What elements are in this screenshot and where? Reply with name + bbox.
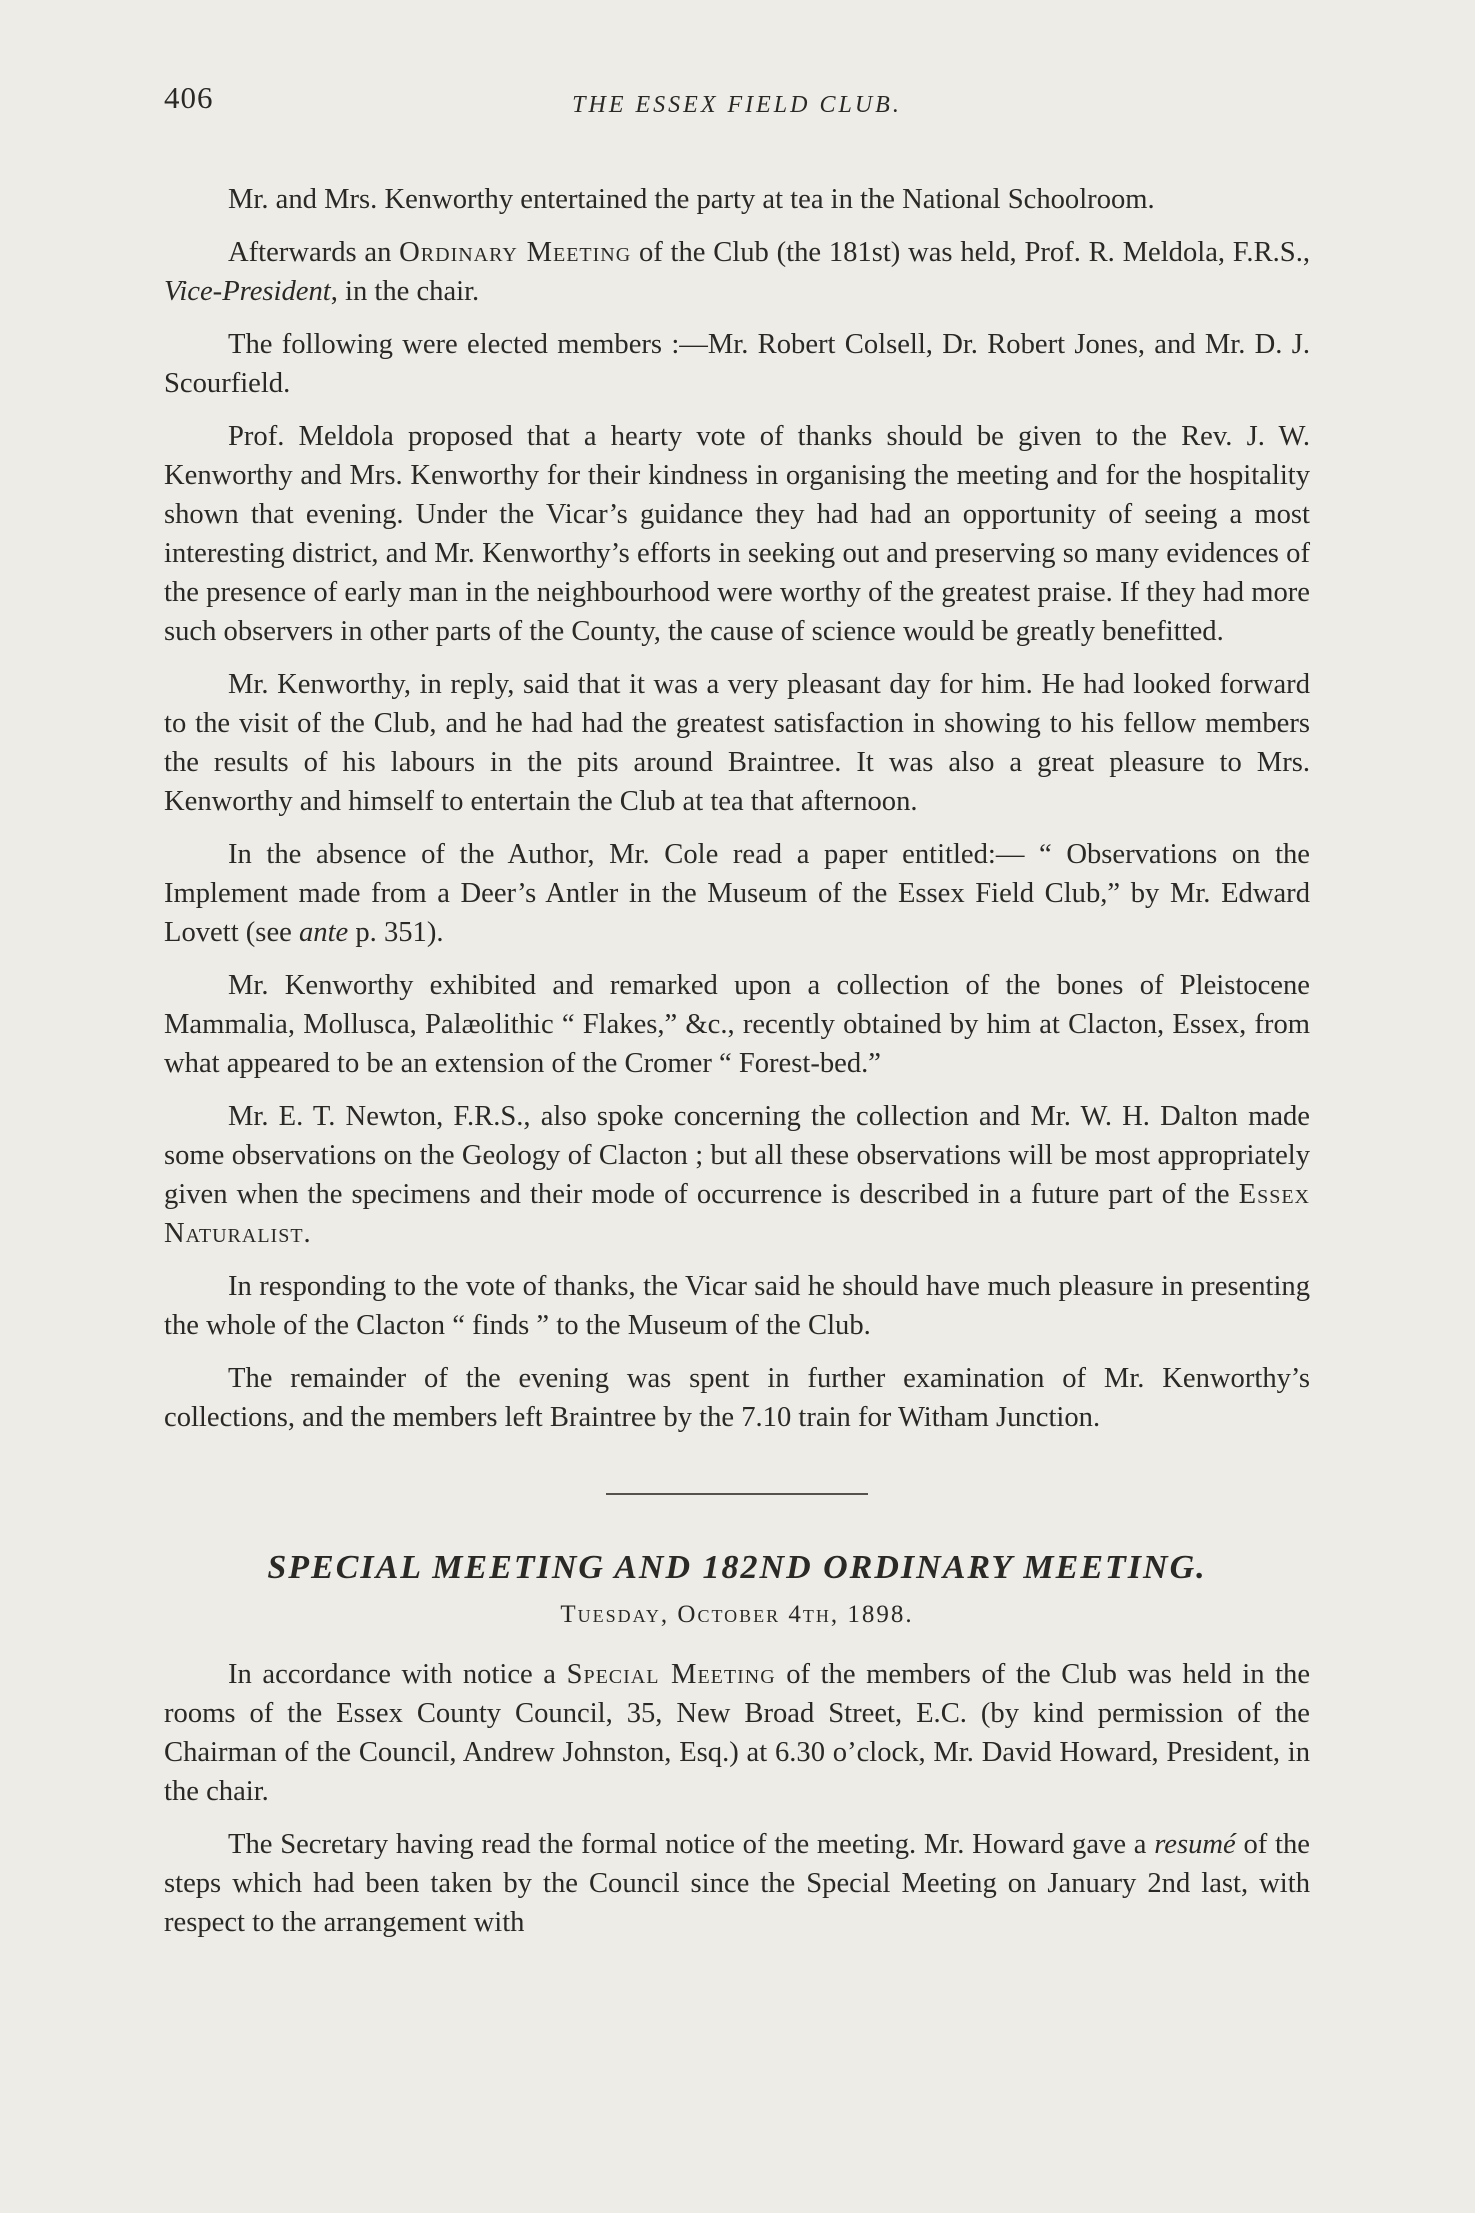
- meeting-text-start: Afterwards an: [228, 237, 400, 268]
- body-text: [164, 180, 1310, 1437]
- secretary-text-end: of the steps which had been taken by the Council since the Special Meeting on January 2nd last, with respect to the arrangement with: [164, 1829, 1310, 1938]
- notice-text-end: of the members of the Club was held in the rooms of the Essex County Council, 35, New Broad Street, E.C. (by kind permission of the Chairman of the Council, Andrew Johnston, Esq.) at 6.30 o’clock, Mr. David Howard, President, in the chair.: [164, 1659, 1311, 1807]
- paragraph-kenworthy-reply: Mr. Kenworthy, in reply, said that it was a very pleasant day for him. He had looked forward to the visit of the Club, and he had had the greatest satisfaction in showing to his fellow members the results of his labours in the pits around Braintree. It was also a great pleasure to Mrs. Kenworthy and himself to entertain the Club at tea that afternoon.: [164, 669, 1310, 817]
- paragraph-secretary: [164, 1825, 1310, 1942]
- paragraph-elected-members: The following were elected members :—Mr. Robert Colsell, Dr. Robert Jones, and Mr. D. J. Scourfield.: [164, 329, 1310, 399]
- journal-title: THE ESSEX FIELD CLUB.: [572, 92, 902, 118]
- special-meeting-section: [164, 1549, 1310, 1942]
- paragraph-tea: Mr. and Mrs. Kenworthy entertained the party at tea in the National Schoolroom.: [228, 184, 1155, 215]
- section-heading: SPECIAL MEETING AND 182ND ORDINARY MEETING.: [267, 1549, 1207, 1586]
- ordinary-meeting-smallcaps: Ordinary Meeting: [399, 237, 632, 268]
- meeting-date: Tuesday, October 4th, 1898.: [560, 1601, 914, 1628]
- newton-text-start: Mr. E. T. Newton, F.R.S., also spoke concerning the collection and Mr. W. H. Dalton made some observations on the Geology of Clacton ; but all these observations will be most appropriately given when the specimens and their mode of occurrence is described in a future part of the: [164, 1101, 1310, 1210]
- section-divider: [606, 1493, 868, 1495]
- running-head: [164, 0, 1310, 168]
- vice-president-italic: Vice-President: [164, 276, 331, 307]
- paper-text-start: In the absence of the Author, Mr. Cole read a paper entitled:— “ Observations on the Implement made from a Deer’s Antler in the Museum of the Essex Field Club,” by Mr. Edward Lovett (see: [164, 839, 1310, 948]
- paragraph-remainder: The remainder of the evening was spent in further examination of Mr. Kenworthy’s collections, and the members left Braintree by the 7.10 train for Witham Junction.: [164, 1363, 1310, 1433]
- paragraph-special-meeting-notice: [164, 1655, 1310, 1811]
- paragraph-exhibit: Mr. Kenworthy exhibited and remarked upon a collection of the bones of Pleistocene Mammalia, Mollusca, Palæolithic “ Flakes,” &c., recently obtained by him at Clacton, Essex, from what appeared to be an extension of the Cromer “ Forest-bed.”: [164, 970, 1310, 1079]
- essex-naturalist-smallcaps: Essex Naturalist: [164, 1179, 1310, 1249]
- newton-text-end: .: [303, 1218, 311, 1249]
- meeting-text-middle: of the Club (the 181st) was held, Prof. R. Meldola, F.R.S.,: [631, 237, 1310, 268]
- paragraph-newton: [164, 1097, 1310, 1253]
- paragraph-ordinary-meeting: [164, 233, 1310, 311]
- page-number: 406: [164, 80, 214, 115]
- special-meeting-smallcaps: Special Meeting: [566, 1659, 776, 1690]
- paragraph-paper-read: [164, 835, 1310, 952]
- paragraph-vote-of-thanks: Prof. Meldola proposed that a hearty vote of thanks should be given to the Rev. J. W. Kenworthy and Mrs. Kenworthy for their kindness in organising the meeting and for the hospitality shown that evening. Under the Vicar’s guidance they had had an opportunity of seeing a most interesting district, and Mr. Kenworthy’s efforts in seeking out and preserving so many evidences of the presence of early man in the neighbourhood were worthy of the greatest praise. If they had more such observers in other parts of the County, the cause of science would be greatly benefitted.: [164, 421, 1310, 647]
- paper-text-end: p. 351).: [348, 917, 444, 948]
- resume-italic: resumé: [1154, 1829, 1236, 1860]
- secretary-text-start: The Secretary having read the formal notice of the meeting. Mr. Howard gave a: [228, 1829, 1155, 1860]
- notice-text-start: In accordance with notice a: [228, 1659, 567, 1690]
- meeting-text-end: , in the chair.: [330, 276, 480, 307]
- ante-italic: ante: [298, 917, 349, 948]
- paragraph-vicar-response: In responding to the vote of thanks, the Vicar said he should have much pleasure in presenting the whole of the Clacton “ finds ” to the Museum of the Club.: [164, 1271, 1310, 1341]
